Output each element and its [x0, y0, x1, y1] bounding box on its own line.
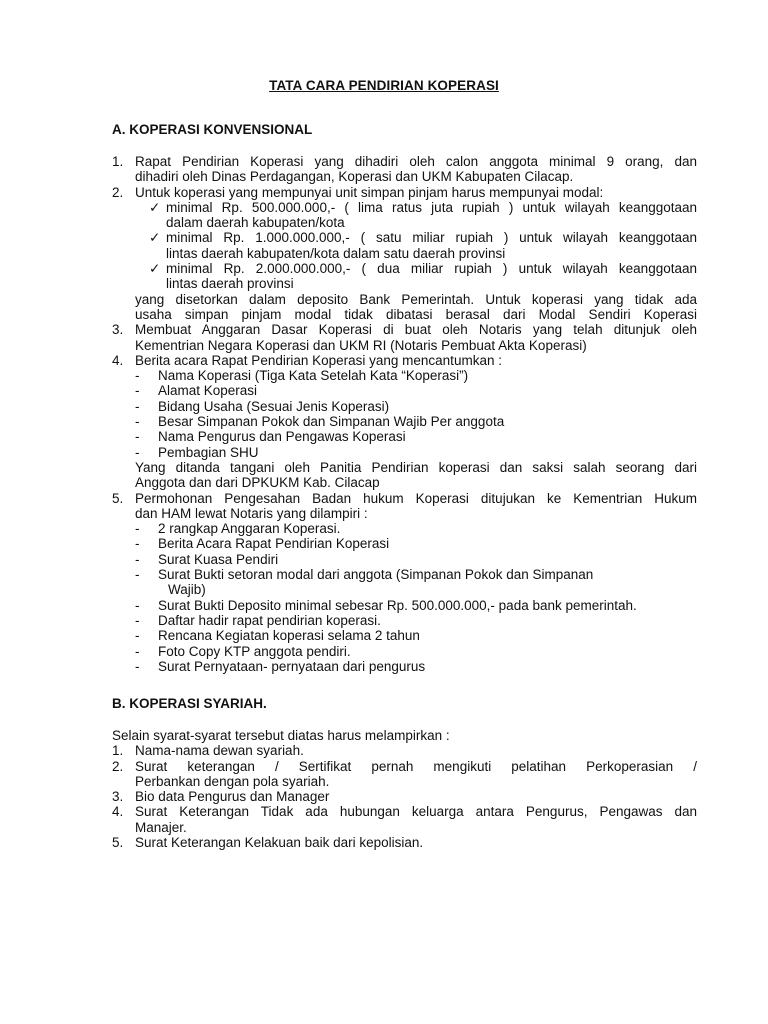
checkmark-icon: ✓	[149, 261, 161, 277]
check-text: lintas daerah provinsi	[166, 276, 294, 292]
dash-text: Pembagian SHU	[158, 444, 259, 460]
item-text: Surat keterangan / Sertifikat pernah mengikuti pelatihan Perkoperasian /	[135, 758, 697, 774]
dash-bullet: -	[135, 429, 140, 445]
dash-text: 2 rangkap Anggaran Koperasi.	[158, 521, 341, 537]
dash-text: Surat Kuasa Pendiri	[158, 551, 279, 567]
list-item	[112, 804, 697, 819]
dash-bullet: -	[135, 658, 140, 674]
dash-item	[112, 644, 697, 659]
item-text: usaha simpan pinjam modal tidak dibatasi berasal dari Modal Sendiri Koperasi	[135, 306, 697, 322]
dash-bullet: -	[135, 536, 140, 552]
dash-bullet: -	[135, 398, 140, 414]
dash-item	[112, 598, 697, 613]
dash-item	[112, 383, 697, 398]
dash-item	[112, 399, 697, 414]
dash-item	[112, 368, 697, 383]
list-item	[112, 353, 697, 368]
item-text: Rapat Pendirian Koperasi yang dihadiri oleh calon anggota minimal 9 orang, dan	[135, 154, 697, 169]
list-item	[112, 743, 697, 758]
dash-bullet: -	[135, 643, 140, 659]
dash-bullet: -	[135, 368, 140, 384]
check-item	[112, 261, 697, 276]
list-item	[112, 185, 697, 200]
item-text: Yang ditanda tangani oleh Panitia Pendirian koperasi dan saksi salah seorang dari	[135, 459, 697, 475]
section-b-heading: B. KOPERASI SYARIAH.	[112, 696, 267, 711]
dash-text: Besar Simpanan Pokok dan Simpanan Wajib Per anggota	[158, 414, 505, 430]
dash-item	[112, 567, 697, 582]
dash-text: Surat Bukti setoran modal dari anggota (Simpanan Pokok dan Simpanan	[158, 567, 594, 583]
list-item	[112, 491, 697, 506]
item-text: Surat Keterangan Tidak ada hubungan keluarga antara Pengurus, Pengawas dan	[135, 804, 697, 820]
list-item	[112, 789, 697, 804]
check-item	[112, 200, 697, 215]
list-item	[112, 154, 697, 169]
item-text: Nama-nama dewan syariah.	[135, 743, 304, 759]
check-text: minimal Rp. 2.000.000.000,- ( dua miliar rupiah ) untuk wilayah keanggotaan	[166, 261, 697, 277]
dash-text: Surat Pernyataan- pernyataan dari pengurus	[158, 658, 426, 674]
dash-text: Bidang Usaha (Sesuai Jenis Koperasi)	[158, 398, 390, 414]
check-text: minimal Rp. 1.000.000.000,- ( satu miliar rupiah ) untuk wilayah keanggotaan	[166, 230, 697, 246]
check-text: lintas daerah kabupaten/kota dalam satu daerah provinsi	[166, 245, 506, 261]
list-item	[112, 759, 697, 774]
item-text: Berita acara Rapat Pendirian Koperasi yang mencantumkan :	[135, 352, 502, 368]
dash-item	[112, 613, 697, 628]
list-item	[112, 835, 697, 850]
section-b-intro: Selain syarat-syarat tersebut diatas harus melampirkan :	[112, 728, 450, 743]
checkmark-icon: ✓	[149, 230, 161, 246]
dash-text: Foto Copy KTP anggota pendiri.	[158, 643, 351, 659]
dash-text: Nama Koperasi (Tiga Kata Setelah Kata “Koperasi”)	[158, 368, 469, 384]
item-number: 3.	[112, 322, 124, 338]
item-number: 2.	[112, 758, 124, 774]
item-number: 2.	[112, 184, 124, 200]
checkmark-icon: ✓	[149, 199, 161, 215]
dash-item	[112, 552, 697, 567]
check-text: dalam daerah kabupaten/kota	[166, 215, 345, 231]
item-number: 4.	[112, 804, 124, 820]
dash-item	[112, 414, 697, 429]
dash-text: Nama Pengurus dan Pengawas Koperasi	[158, 429, 406, 445]
dash-item	[112, 429, 697, 444]
item-text: Kementrian Negara Koperasi dan UKM RI (Notaris Pembuat Akta Koperasi)	[135, 337, 587, 353]
item-text: Manajer.	[135, 819, 187, 835]
item-number: 1.	[112, 154, 124, 169]
list-item	[112, 322, 697, 337]
item-number: 4.	[112, 352, 124, 368]
check-item	[112, 230, 697, 245]
check-text: minimal Rp. 500.000.000,- ( lima ratus juta rupiah ) untuk wilayah keanggotaan	[166, 199, 697, 215]
item-text: dan HAM lewat Notaris yang dilampiri :	[135, 505, 368, 521]
item-number: 3.	[112, 789, 124, 805]
dash-item	[112, 445, 697, 460]
item-text: Surat Keterangan Kelakuan baik dari kepolisian.	[135, 835, 424, 851]
dash-item	[112, 659, 697, 674]
dash-text: Alamat Koperasi	[158, 383, 258, 399]
item-text: Perbankan dengan pola syariah.	[135, 773, 330, 789]
dash-text: Berita Acara Rapat Pendirian Koperasi	[158, 536, 390, 552]
item-text: yang disetorkan dalam deposito Bank Pemerintah. Untuk koperasi yang tidak ada	[135, 291, 697, 307]
document-title: TATA CARA PENDIRIAN KOPERASI	[269, 78, 499, 93]
item-text: Bio data Pengurus dan Manager	[135, 789, 330, 805]
dash-item	[112, 536, 697, 551]
dash-bullet: -	[135, 414, 140, 430]
dash-bullet: -	[135, 444, 140, 460]
section-b-list	[112, 728, 697, 850]
item-number: 5.	[112, 490, 124, 506]
item-text: Untuk koperasi yang mempunyai unit simpan pinjam harus mempunyai modal:	[135, 184, 604, 200]
item-text: Membuat Anggaran Dasar Koperasi di buat oleh Notaris yang telah ditunjuk oleh	[135, 322, 697, 338]
item-text: Anggota dan dari DPKUKM Kab. Cilacap	[135, 475, 380, 491]
item-text: dihadiri oleh Dinas Perdagangan, Koperasi dan UKM Kabupaten Cilacap.	[135, 169, 574, 185]
section-a-heading: A. KOPERASI KONVENSIONAL	[112, 122, 313, 137]
section-a-list	[112, 154, 697, 674]
dash-bullet: -	[135, 628, 140, 644]
dash-text: Surat Bukti Deposito minimal sebesar Rp. 500.000.000,- pada bank pemerintah.	[158, 597, 637, 613]
item-number: 1.	[112, 743, 124, 759]
dash-bullet: -	[135, 551, 140, 567]
dash-bullet: -	[135, 383, 140, 399]
dash-text: Rencana Kegiatan koperasi selama 2 tahun	[158, 628, 420, 644]
dash-bullet: -	[135, 612, 140, 628]
item-text: Permohonan Pengesahan Badan hukum Koperasi ditujukan ke Kementrian Hukum	[135, 490, 697, 506]
dash-item	[112, 521, 697, 536]
dash-bullet: -	[135, 521, 140, 537]
dash-text: Wajib)	[168, 582, 206, 598]
dash-bullet: -	[135, 597, 140, 613]
dash-text: Daftar hadir rapat pendirian koperasi.	[158, 612, 381, 628]
dash-bullet: -	[135, 567, 140, 583]
dash-item	[112, 628, 697, 643]
item-number: 5.	[112, 835, 124, 851]
